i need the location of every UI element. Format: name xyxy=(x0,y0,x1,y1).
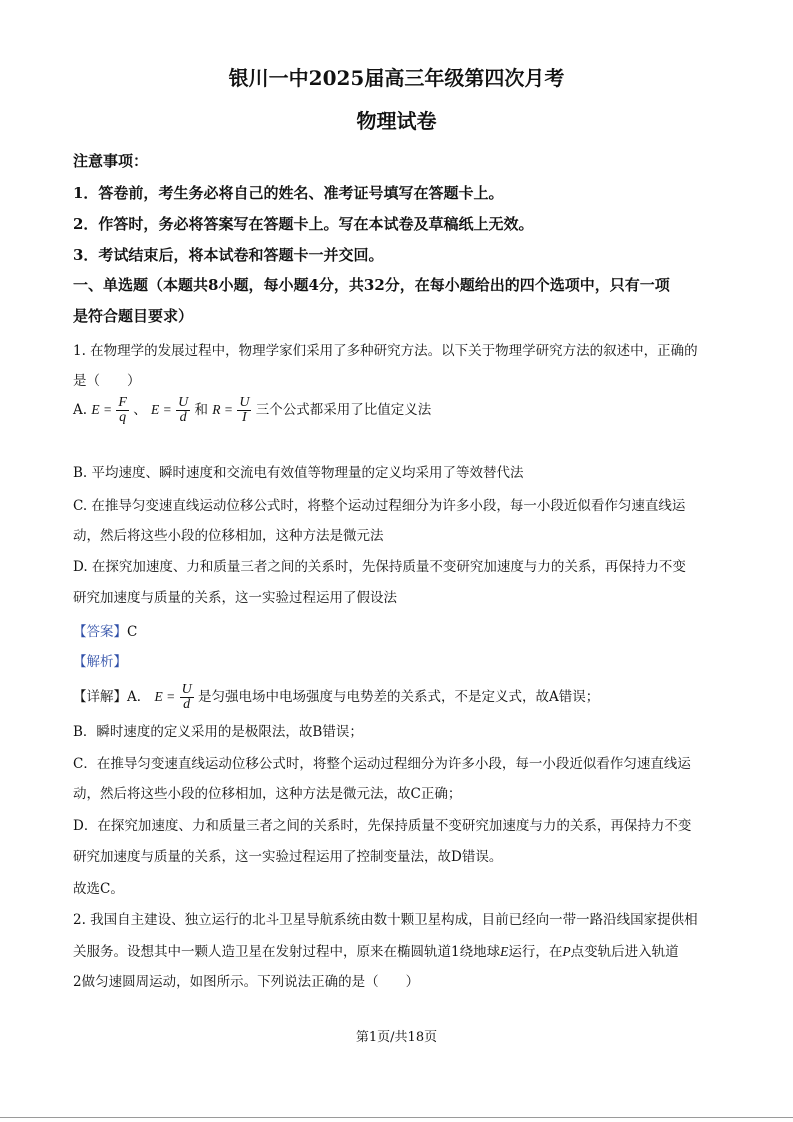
q2-symbol-p: P xyxy=(562,944,571,959)
q1-option-d-line1: D. 在探究加速度、力和质量三者之间的关系时，先保持质量不变研究加速度与力的关系，再保持力不变 xyxy=(73,559,686,575)
answer-tag: 【答案】 xyxy=(73,624,127,640)
formula-a2-lhs: E = xyxy=(151,402,172,417)
fraction-denominator: d xyxy=(183,697,191,712)
q1-detail-d-line1: D．在探究加速度、力和质量三者之间的关系时，先保持质量不变研究加速度与力的关系，再保持力不变 xyxy=(73,818,692,834)
answer-value: C xyxy=(127,624,138,640)
q1-option-b: B. 平均速度、瞬时速度和交流电有效值等物理量的定义均采用了等效替代法 xyxy=(73,465,524,481)
notice-heading: 注意事项： xyxy=(73,152,149,170)
formula-a3-fraction xyxy=(237,396,251,425)
formula-a2-fraction xyxy=(176,396,190,425)
detail-prefix: 【详解】A． xyxy=(73,689,151,705)
q1-detail-c-line2: 动，然后将这些小段的位移相加，这种方法是微元法，故C正确； xyxy=(73,786,462,802)
formula-separator: 、 xyxy=(133,402,147,418)
page-bottom-divider xyxy=(0,1117,793,1118)
fraction-numerator: U xyxy=(178,395,189,410)
formula-separator: 和 xyxy=(194,402,208,418)
q2-stem-line1: 2. 我国自主建设、独立运行的北斗卫星导航系统由数十颗卫星构成，目前已经向一带一路沿线国家提供相 xyxy=(73,912,698,928)
q1-stem-line1: 1. 在物理学的发展过程中，物理学家们采用了多种研究方法。以下关于物理学研究方法的叙述中，正确的 xyxy=(73,343,698,359)
q1-conclusion: 故选C。 xyxy=(73,881,124,897)
q2-text-segment: 运行，在 xyxy=(508,944,563,960)
q1-analysis-tag: 【解析】 xyxy=(73,654,127,670)
detail-a-text: 是匀强电场中电场强度与电势差的关系式，不是定义式，故A错误； xyxy=(198,689,600,705)
q1-option-d-line2: 研究加速度与质量的关系，这一实验过程运用了假设法 xyxy=(73,590,397,606)
notice-item: 3．考试结束后，将本试卷和答题卡一并交回。 xyxy=(73,246,384,264)
notice-item: 1．答卷前，考生务必将自己的姓名、准考证号填写在答题卡上。 xyxy=(73,184,504,202)
section-heading-line2: 是符合题目要求） xyxy=(73,307,194,325)
formula-a1-fraction xyxy=(116,396,129,425)
q1-option-c-line1: C. 在推导匀变速直线运动位移公式时，将整个运动过程细分为许多小段，每一小段近似看作匀速直线运 xyxy=(73,498,686,514)
q2-stem-line3: 2做匀速圆周运动，如图所示。下列说法正确的是（ ） xyxy=(73,974,420,990)
q2-symbol-e: E xyxy=(500,944,509,959)
notice-item: 2．作答时，务必将答案写在答题卡上。写在本试卷及草稿纸上无效。 xyxy=(73,215,534,233)
q1-option-a xyxy=(73,396,431,425)
q1-detail-c-line1: C．在推导匀变速直线运动位移公式时，将整个运动过程细分为许多小段，每一小段近似看作匀速直线运 xyxy=(73,756,691,772)
q1-stem-line2: 是（ ） xyxy=(73,373,141,389)
detail-formula-fraction xyxy=(180,683,194,712)
q1-option-c-line2: 动，然后将这些小段的位移相加，这种方法是微元法 xyxy=(73,528,384,544)
formula-a1-lhs: E = xyxy=(91,402,113,417)
q2-text-segment: 关服务。设想其中一颗人造卫星在发射过程中，原来在椭圆轨道1绕地球 xyxy=(73,944,501,960)
q1-detail-d-line2: 研究加速度与质量的关系，这一实验过程运用了控制变量法，故D错误。 xyxy=(73,849,503,865)
q1-detail-b: B．瞬时速度的定义采用的是极限法，故B错误； xyxy=(73,724,363,740)
exam-subtitle: 物理试卷 xyxy=(356,109,437,133)
q1-detail-a xyxy=(73,683,599,712)
fraction-denominator: I xyxy=(242,410,247,425)
q1-answer xyxy=(73,620,137,640)
fraction-numerator: F xyxy=(118,395,127,410)
fraction-numerator: U xyxy=(181,682,192,697)
exam-title: 银川一中2025届高三年级第四次月考 xyxy=(228,66,565,90)
formula-a3-lhs: R = xyxy=(212,402,234,417)
page-number: 第1页/共18页 xyxy=(355,1030,438,1045)
fraction-numerator: U xyxy=(239,395,250,410)
fraction-denominator: q xyxy=(119,410,127,425)
option-a-text: 三个公式都采用了比值定义法 xyxy=(255,402,432,418)
fraction-denominator: d xyxy=(179,410,187,425)
option-a-label: A. xyxy=(73,402,88,418)
q2-text-segment: 点变轨后进入轨道 xyxy=(570,944,679,960)
section-heading-line1: 一、单选题（本题共8小题，每小题4分，共32分，在每小题给出的四个选项中，只有一项 xyxy=(73,276,670,294)
detail-formula-lhs: E = xyxy=(154,689,176,704)
q2-stem-line2 xyxy=(73,940,679,960)
